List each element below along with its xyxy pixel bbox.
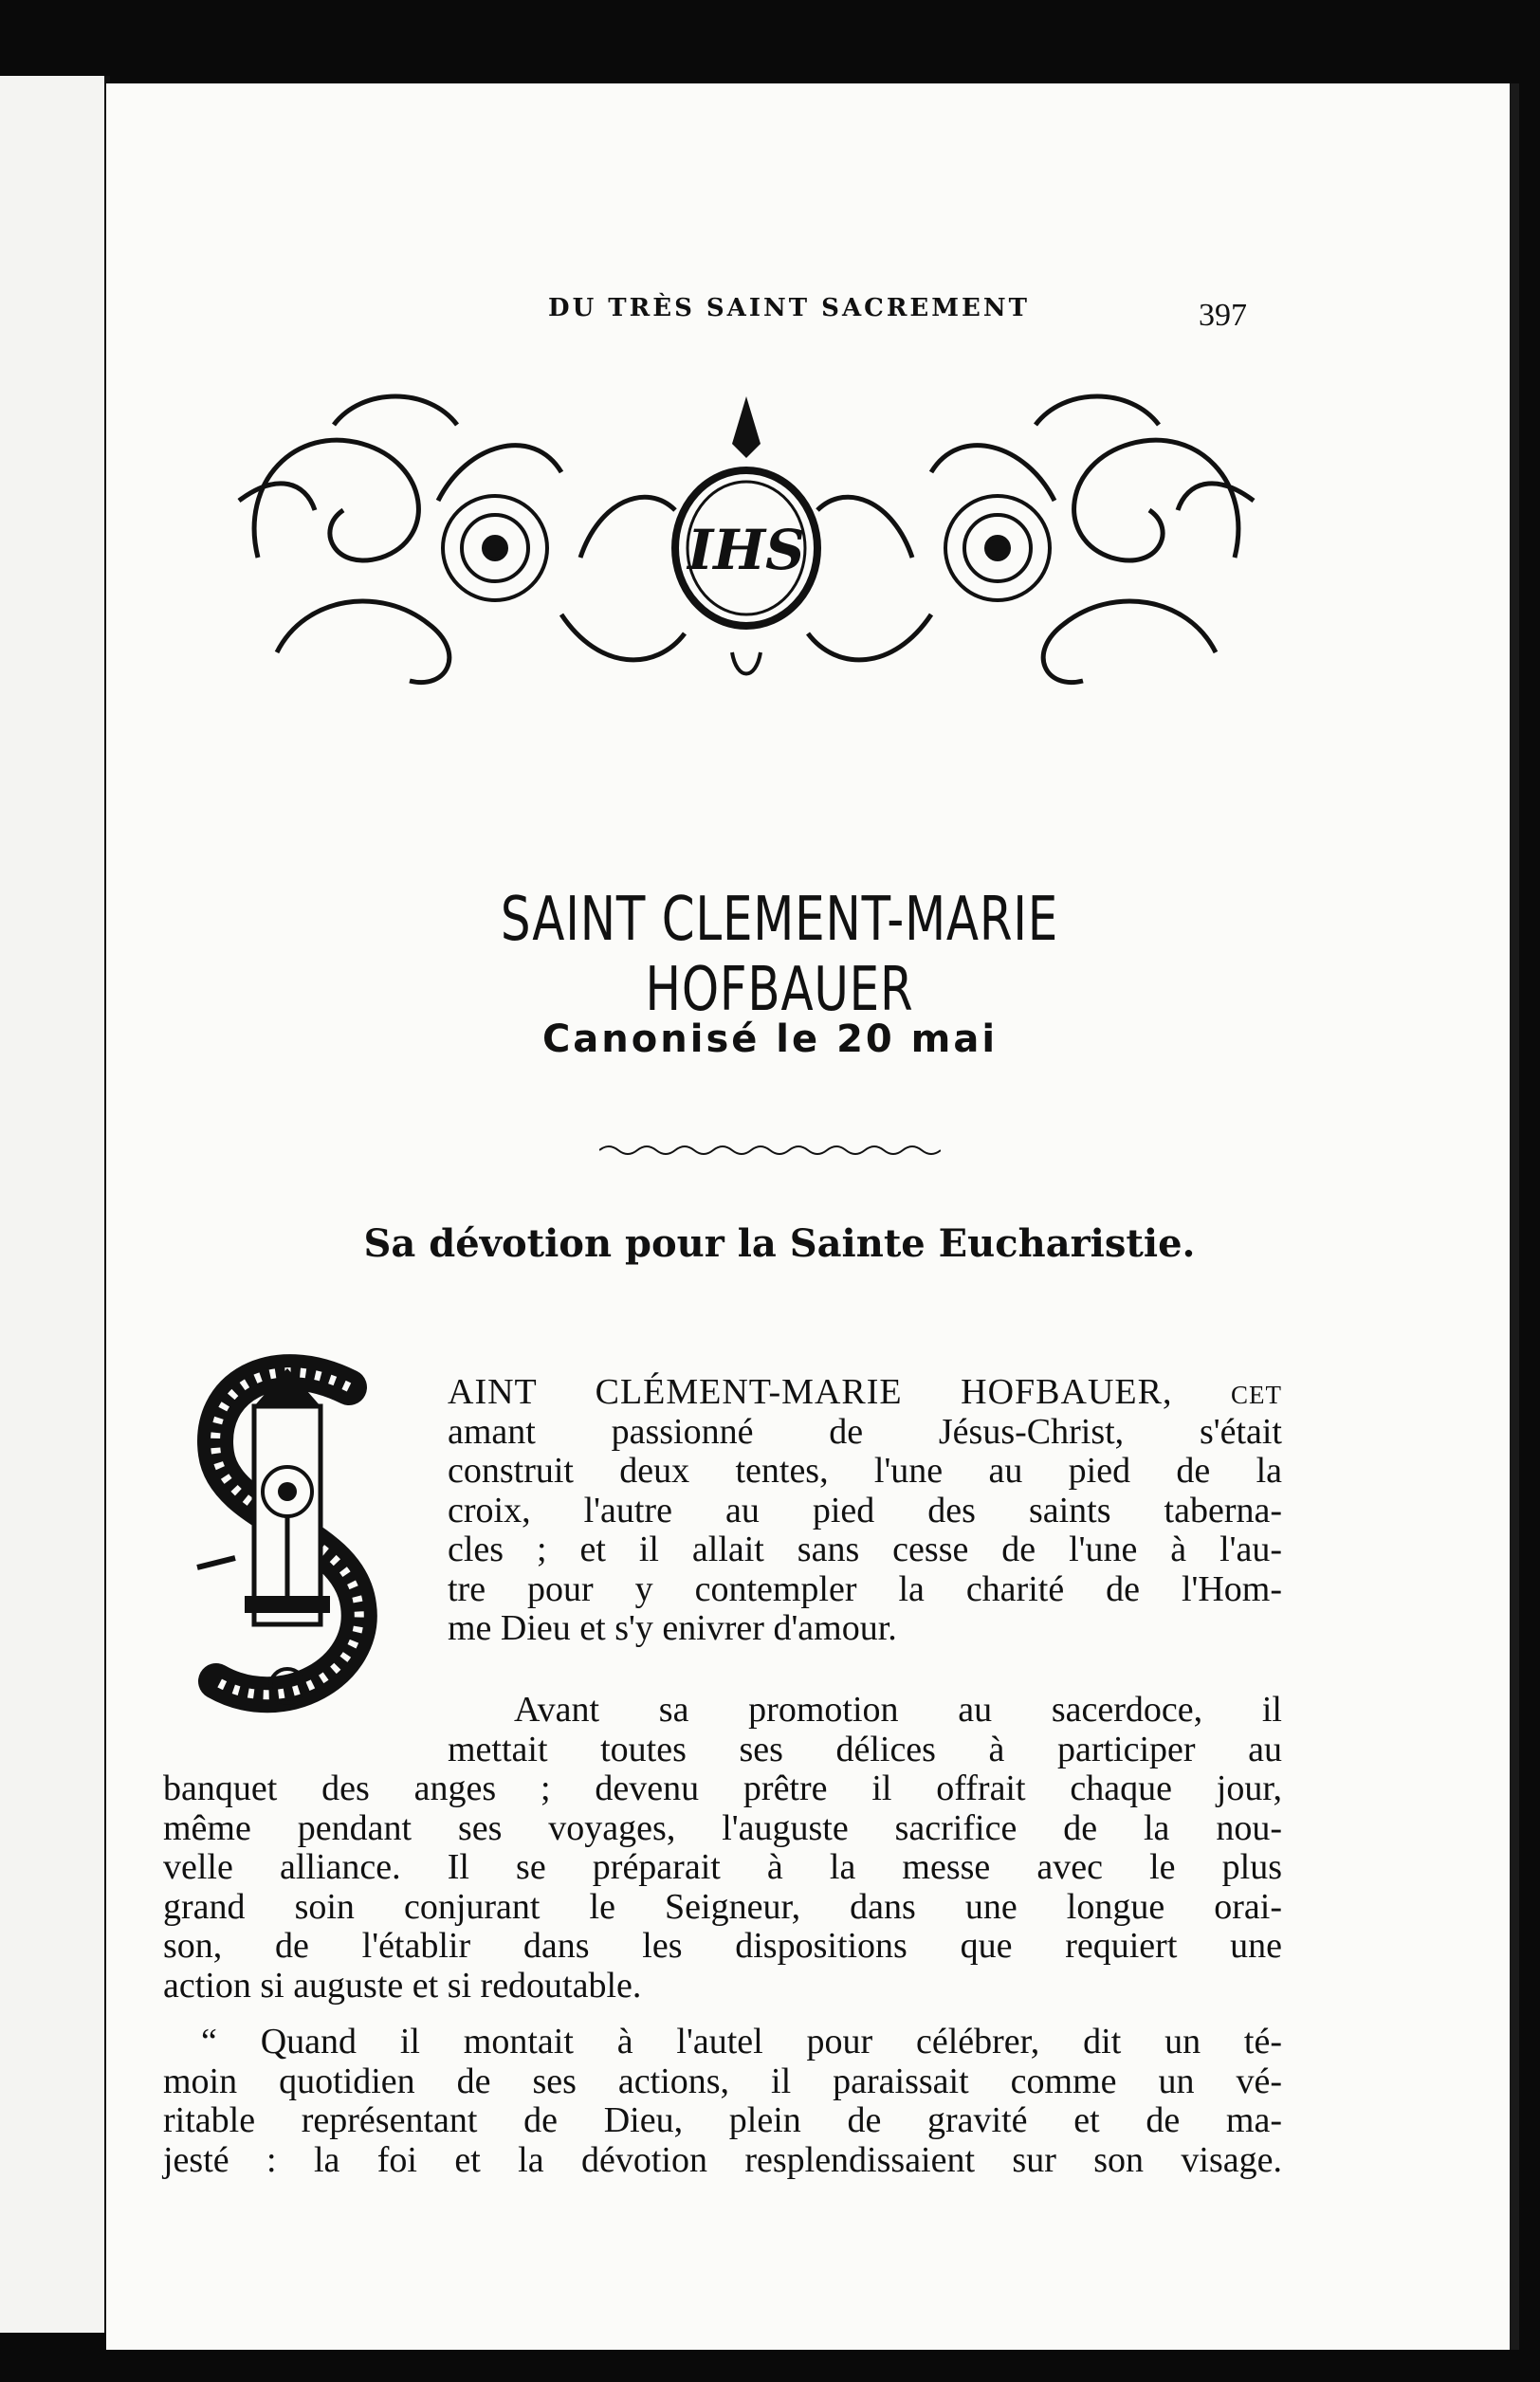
ihs-monogram: IHS [688,518,805,582]
paragraph-line: croix, l'autre au pied des saints taberna- [448,1490,1282,1530]
running-head: DU TRÈS SAINT SACREMENT [548,294,1030,322]
chapter-title: SAINT CLEMENT-MARIE HOFBAUER [500,885,1059,1025]
paragraph-line: tre pour y contempler la charité de l'Hom- [448,1568,1282,1609]
paragraph-line: me Dieu et s'y enivrer d'amour. [448,1608,897,1648]
wavy-divider [599,1141,941,1160]
paragraph-line: amant passionné de Jésus-Christ, s'était [448,1411,1282,1452]
paragraph-1 [448,1373,1282,1649]
paragraph-line: même pendant ses voyages, l'auguste sacrifice de la nou- [163,1807,1282,1848]
paragraph-2 [163,1691,1282,2006]
paragraph-line: mettait toutes ses délices à participer au [448,1729,1282,1769]
paragraph-line: velle alliance. Il se préparait à la messe avec le plus [163,1847,1282,1887]
paragraph-line: action si auguste et si redoutable. [163,1965,642,2006]
paragraph-line: construit deux tentes, l'une au pied de la [448,1451,1282,1491]
page-number: 397 [1199,298,1247,333]
left-rosette [443,496,547,600]
chapter-subtitle: Canonisé le 20 mai [541,1017,999,1061]
paragraph-line: Avant sa promotion au sacerdoce, il [514,1690,1282,1730]
illuminated-initial-s [178,1349,396,1729]
paragraph-line: AINT CLÉMENT-MARIE HOFBAUER, cet [448,1372,1282,1412]
paragraph-line: banquet des anges ; devenu prêtre il offrait chaque jour, [163,1768,1282,1808]
paragraph-line: son, de l'établir dans les dispositions que requiert une [163,1926,1282,1966]
ihs-medallion [675,470,817,626]
paragraph-line: ritable représentant de Dieu, plein de gravité et de ma- [163,2100,1282,2140]
book-page [106,83,1519,2350]
paragraph-line: jesté : la foi et la dévotion resplendissaient sur son visage. [163,2139,1282,2180]
ornamental-headpiece [220,368,1273,709]
facing-page-edge [0,76,110,2333]
section-heading: Sa dévotion pour la Sainte Eucharistie. [363,1221,1196,1266]
paragraph-line: cles ; et il allait sans cesse de l'une à l'au- [448,1530,1282,1569]
paragraph-line: “ Quand il montait à l'autel pour célébrer, dit un té- [201,2022,1282,2061]
paragraph-line: moin quotidien de ses actions, il paraissait comme un vé- [163,2061,1282,2101]
paragraph-line: grand soin conjurant le Seigneur, dans une longue orai- [163,1886,1282,1927]
right-rosette [945,496,1050,600]
paragraph-3 [163,2023,1282,2180]
